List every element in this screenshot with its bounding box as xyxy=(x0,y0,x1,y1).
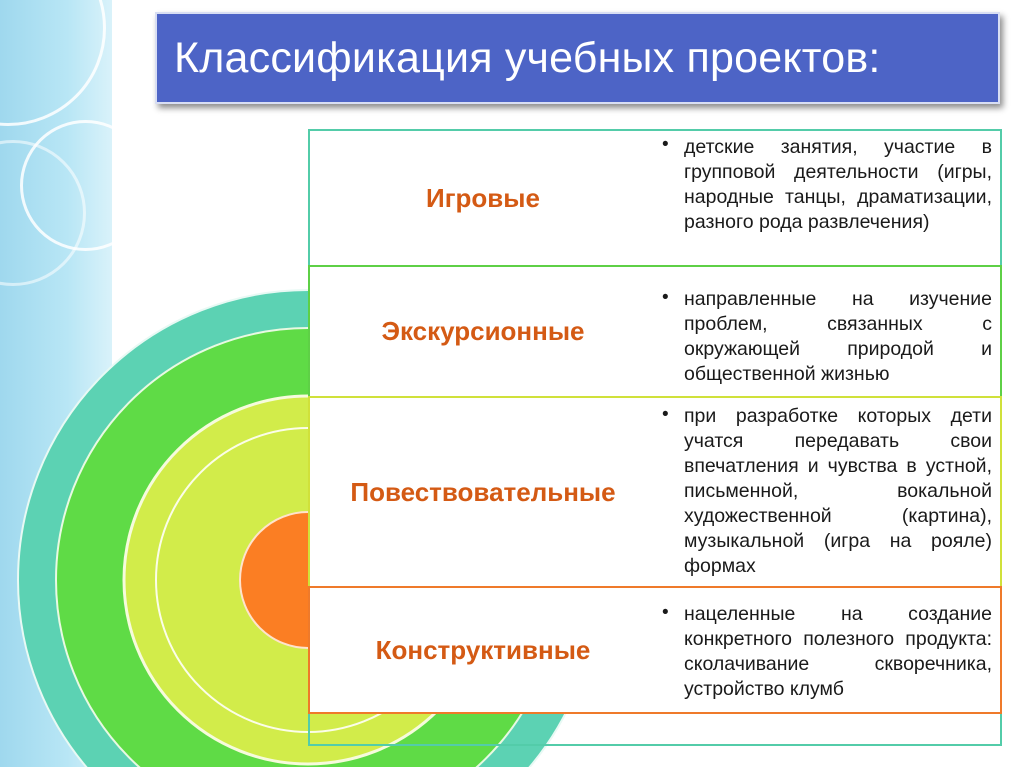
project-type-description: детские занятия, участие в групповой деятельности (игры, народные танцы, драматизации, разного рода развлечения) xyxy=(684,136,992,233)
bullet-marker: • xyxy=(662,404,669,425)
project-type-description: нацеленные на создание конкретного полезного продукта: сколачивание скворечника, устройство клумб xyxy=(684,603,992,700)
bullet-marker: • xyxy=(662,287,669,308)
project-type-description: при разработке которых дети учатся передавать свои впечатления и чувства в устной, письменной, вокальной художественной (картина), музыкальной (игра на рояле) формах xyxy=(684,405,992,577)
project-type-description: направленные на изучение проблем, связанных с окружающей природой и общественной жизнью xyxy=(684,288,992,385)
page-title: Классификация учебных проектов: xyxy=(174,33,881,82)
project-type-row xyxy=(308,129,1002,265)
project-type-label: Экскурсионные xyxy=(381,316,585,346)
project-type-label: Игровые xyxy=(426,182,540,213)
bullet-marker: • xyxy=(662,602,669,623)
project-type-label: Конструктивные xyxy=(375,634,591,665)
bullet-marker: • xyxy=(662,134,669,155)
project-type-row xyxy=(308,265,1002,396)
project-type-row xyxy=(308,396,1002,586)
project-type-row xyxy=(308,586,1002,714)
project-type-label: Повествовательные xyxy=(350,476,616,507)
